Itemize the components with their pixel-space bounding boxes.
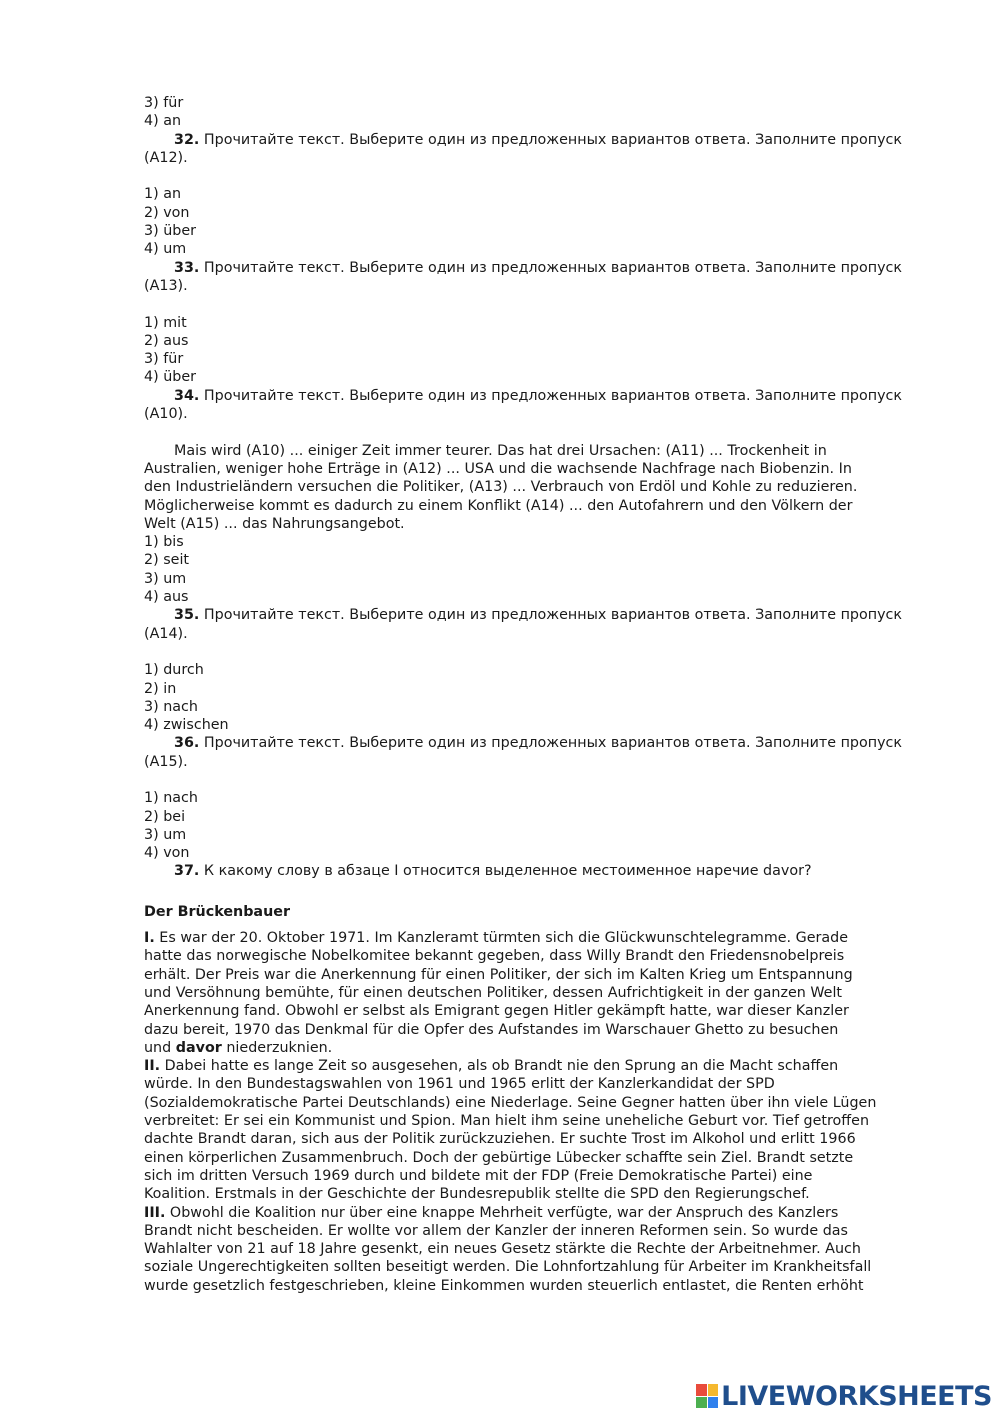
question-gap: (A14).: [144, 625, 188, 642]
question-prompt: К какому слову в абзаце I относится выделенное местоименное наречие davor?: [203, 863, 812, 880]
question-prompt: Прочитайте текст. Выберите один из предложенных вариантов ответа. Заполните пропуск: [203, 259, 903, 276]
worksheet-page: [144, 94, 934, 1295]
article-title: Der Brückenbauer: [144, 903, 290, 920]
option: 2) aus: [144, 332, 189, 349]
question-number: 33.: [174, 259, 200, 276]
paragraph-line: Brandt nicht bescheiden. Er wollte vor allem der Kanzler der inneren Reformen sein. So wurde das: [144, 1222, 848, 1239]
paragraph-1: [144, 929, 934, 1057]
options-prev: [144, 94, 934, 131]
option: 2) seit: [144, 552, 190, 569]
paragraph-line: einen körperlichen Zusammenbruch. Doch der gebürtige Lübecker schaffte sein Ziel. Brandt setzte: [144, 1149, 854, 1166]
option: 4) von: [144, 845, 190, 862]
paragraph-line: Koalition. Erstmals in der Geschichte der Bundesrepublik stellte die SPD den Regierungschef.: [144, 1186, 810, 1203]
paragraph-line: wurde gesetzlich festgeschrieben, kleine Einkommen wurden steuerlich entlastet, die Renten erhöht: [144, 1277, 864, 1294]
option: 1) bis: [144, 534, 184, 551]
paragraph-text: niederzuknien.: [221, 1039, 333, 1056]
paragraph-line: soziale Ungerechtigkeiten sollten beseitigt werden. Die Lohnfortzahlung für Arbeiter im Krankheitsfall: [144, 1259, 872, 1276]
question-34: [144, 387, 934, 607]
option: 1) mit: [144, 314, 187, 331]
paragraph-line: Anerkennung fand. Obwohl er selbst als Emigrant gegen Hitler gekämpft hatte, war dieser Kanzler: [144, 1003, 849, 1020]
question-prompt: Прочитайте текст. Выберите один из предложенных вариантов ответа. Заполните пропуск: [203, 607, 903, 624]
question-number: 34.: [174, 387, 200, 404]
paragraph-line: und Versöhnung bemühte, für einen deutschen Politiker, dessen Aufrichtigkeit in der ganzen Welt: [144, 984, 843, 1001]
option: 3) nach: [144, 698, 198, 715]
passage-line: Möglicherweise kommt es dadurch zu einem Konflikt (A14) ... den Autofahrern und den Völkern der: [144, 497, 853, 514]
paragraph-numeral: III.: [144, 1204, 166, 1221]
paragraph-line: hatte das norwegische Nobelkomitee bekannt gegeben, dass Willy Brandt den Friedensnobelpreis: [144, 948, 845, 965]
option: 2) von: [144, 204, 190, 221]
paragraph-line: verbreitet: Er sei ein Kommunist und Spion. Man hielt ihm seine uneheliche Geburt vor. Tief getroffen: [144, 1113, 870, 1130]
question-prompt: Прочитайте текст. Выберите один из предложенных вариантов ответа. Заполните пропуск: [203, 387, 903, 404]
paragraph-line: Dabei hatte es lange Zeit so ausgesehen, als ob Brandt nie den Sprung an die Macht schaffen: [160, 1058, 839, 1075]
option: 4) über: [144, 369, 197, 386]
question-35: [144, 606, 934, 734]
question-prompt: Прочитайте текст. Выберите один из предложенных вариантов ответа. Заполните пропуск: [203, 735, 903, 752]
option: 3) für: [144, 351, 184, 368]
paragraph-text: und: [144, 1039, 176, 1056]
option: 4) aus: [144, 589, 189, 606]
paragraph-line: würde. In den Bundestagswahlen von 1961 und 1965 erlitt der Kanzlerkandidat der SPD: [144, 1076, 775, 1093]
question-32: [144, 131, 934, 259]
option: 2) in: [144, 680, 177, 697]
question-prompt: Прочитайте текст. Выберите один из предложенных вариантов ответа. Заполните пропуск: [203, 131, 903, 148]
article: [144, 903, 934, 1295]
option: 1) an: [144, 186, 182, 203]
paragraph-line: Obwohl die Koalition nur über eine knappe Mehrheit verfügte, war der Anspruch des Kanzlers: [165, 1204, 839, 1221]
paragraph-line: (Sozialdemokratische Partei Deutschlands) eine Niederlage. Seine Gegner hatten über ihn viele Lügen: [144, 1094, 877, 1111]
paragraph-numeral: I.: [144, 930, 155, 947]
question-number: 32.: [174, 131, 200, 148]
paragraph-line: dachte Brandt daran, sich aus der Politik zurückzuziehen. Er suchte Trost im Alkohol und erlitt 1966: [144, 1131, 856, 1148]
paragraph-line: sich im dritten Versuch 1969 durch und bildete mit der FDP (Freie Demokratische Partei) eine: [144, 1167, 813, 1184]
option: 3) um: [144, 570, 187, 587]
question-gap: (A13).: [144, 277, 188, 294]
logo-badge-icon: [696, 1384, 718, 1408]
passage-line: Welt (A15) ... das Nahrungsangebot.: [144, 515, 405, 532]
paragraph-line: erhält. Der Preis war die Anerkennung für einen Politiker, der sich im Kalten Krieg um Entspannung: [144, 966, 853, 983]
option: 1) nach: [144, 790, 198, 807]
paragraph-line: Es war der 20. Oktober 1971. Im Kanzleramt türmten sich die Glückwunschtelegramme. Gerade: [154, 930, 849, 947]
question-number: 35.: [174, 607, 200, 624]
option: 4) um: [144, 241, 187, 258]
question-37: [144, 862, 934, 880]
paragraph-3: [144, 1204, 934, 1295]
passage-line: den Industrieländern versuchen die Politiker, (A13) ... Verbrauch von Erdöl und Kohle zu reduzieren.: [144, 479, 858, 496]
option: 3) über: [144, 223, 197, 240]
liveworksheets-logo[interactable]: [696, 1381, 992, 1411]
badge-cell: [708, 1397, 719, 1409]
paragraph-line: dazu bereit, 1970 das Denkmal für die Opfer des Aufstandes im Warschauer Ghetto zu besuchen: [144, 1021, 839, 1038]
option: 2) bei: [144, 808, 186, 825]
question-number: 37.: [174, 863, 200, 880]
badge-cell: [696, 1397, 707, 1409]
highlighted-word: davor: [175, 1039, 222, 1056]
question-gap: (A10).: [144, 406, 188, 423]
badge-cell: [696, 1384, 707, 1396]
option: 3) um: [144, 826, 187, 843]
option: 1) durch: [144, 662, 204, 679]
option: 4) zwischen: [144, 717, 229, 734]
option: 4) an: [144, 113, 182, 130]
option: 3) für: [144, 95, 184, 111]
paragraph-2: [144, 1057, 934, 1203]
reading-passage: [144, 442, 934, 533]
question-number: 36.: [174, 735, 200, 752]
passage-line: Mais wird (A10) ... einiger Zeit immer teurer. Das hat drei Ursachen: (A11) ... Trockenheit in: [174, 442, 827, 459]
paragraph-numeral: II.: [144, 1058, 161, 1075]
question-36: [144, 734, 934, 862]
paragraph-line: Wahlalter von 21 auf 18 Jahre gesenkt, ein neues Gesetz stärkte die Rechte der Arbeitnehmer. Auch: [144, 1241, 861, 1258]
badge-cell: [708, 1384, 719, 1396]
logo-wordmark: LIVEWORKSHEETS: [721, 1380, 992, 1412]
question-gap: (A15).: [144, 753, 188, 770]
question-33: [144, 259, 934, 387]
question-gap: (A12).: [144, 149, 188, 166]
passage-line: Australien, weniger hohe Erträge in (A12) ... USA und die wachsende Nachfrage nach Biobenzin. In: [144, 460, 852, 477]
